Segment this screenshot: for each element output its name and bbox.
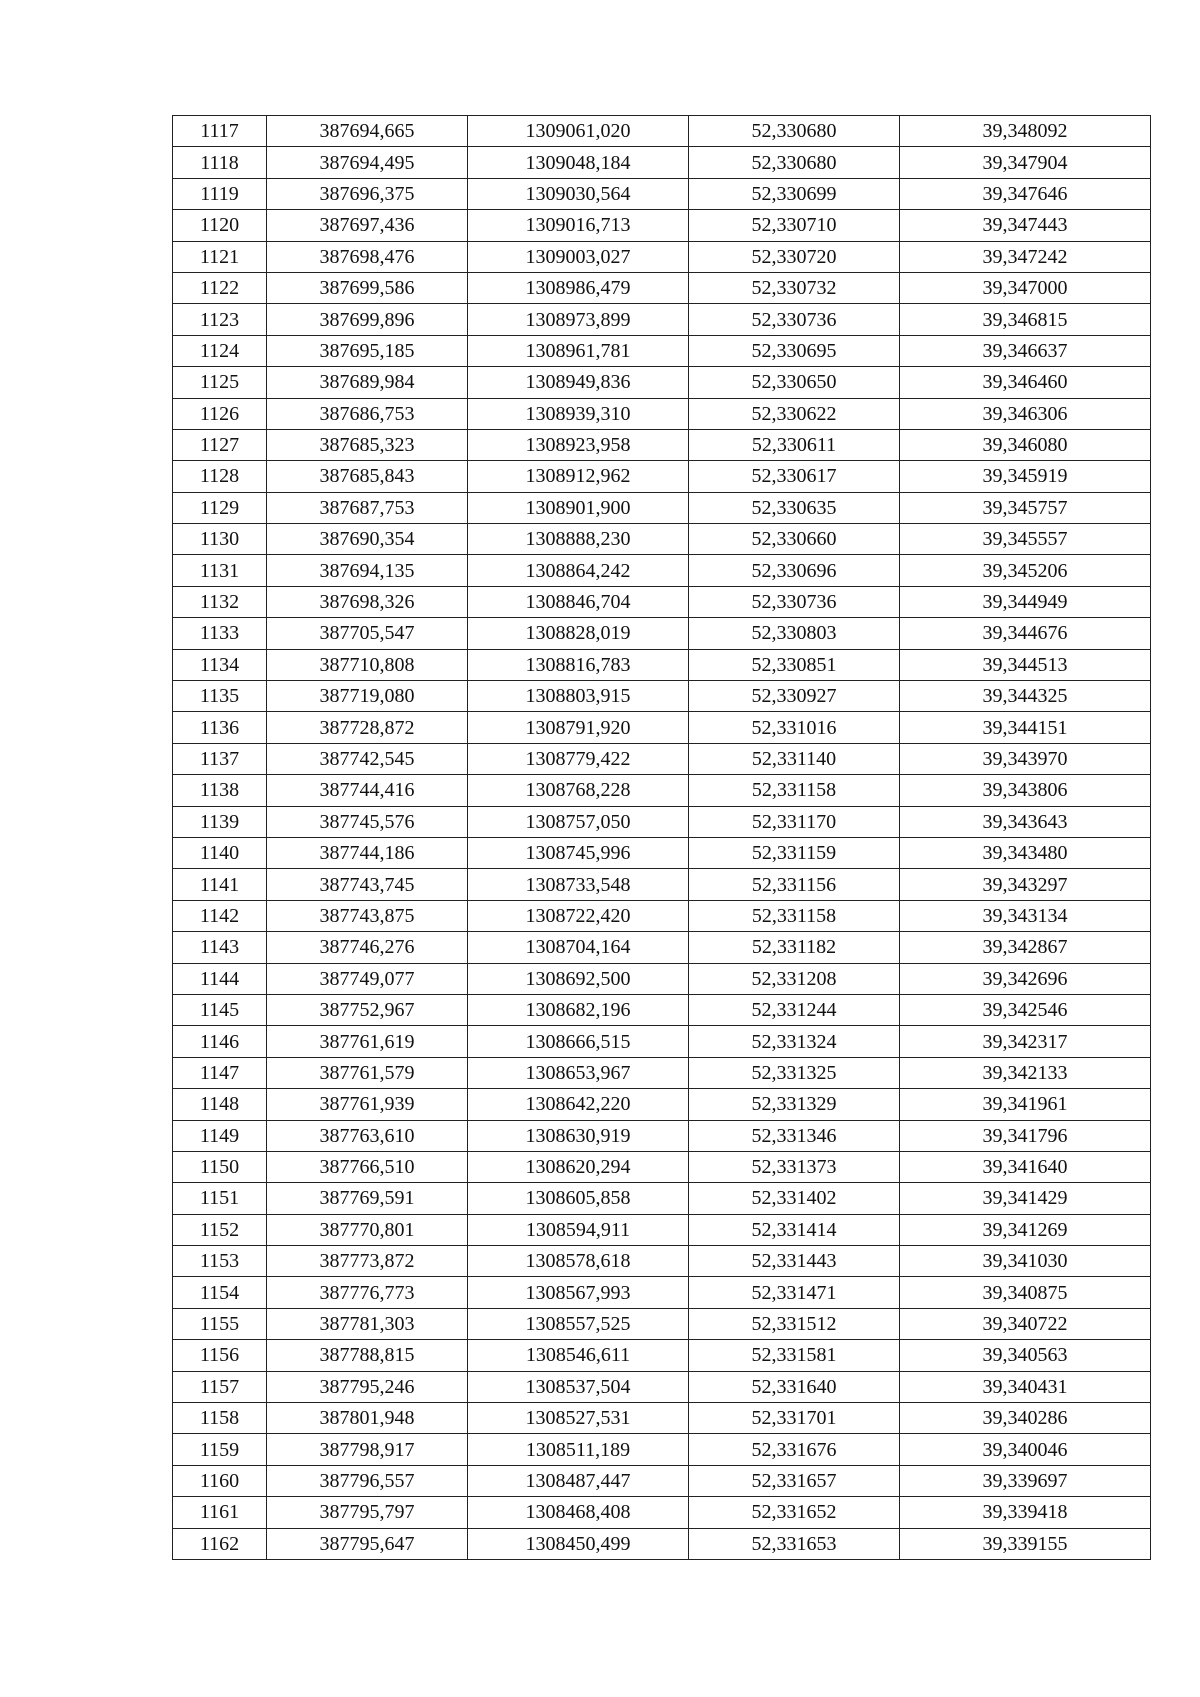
latitude-cell: 52,330680 [689, 147, 900, 178]
x-coordinate-cell: 387742,545 [267, 743, 468, 774]
point-number-cell: 1134 [173, 649, 267, 680]
table-row [173, 241, 1151, 272]
x-coordinate-cell: 387766,510 [267, 1151, 468, 1182]
x-coordinate-cell: 387781,303 [267, 1308, 468, 1339]
y-coordinate-cell: 1309003,027 [468, 241, 689, 272]
y-coordinate-cell: 1309016,713 [468, 210, 689, 241]
x-coordinate-cell: 387752,967 [267, 994, 468, 1025]
table-row [173, 272, 1151, 303]
table-row [173, 304, 1151, 335]
latitude-cell: 52,331158 [689, 775, 900, 806]
y-coordinate-cell: 1308768,228 [468, 775, 689, 806]
longitude-cell: 39,343643 [900, 806, 1151, 837]
longitude-cell: 39,342133 [900, 1057, 1151, 1088]
x-coordinate-cell: 387728,872 [267, 712, 468, 743]
point-number-cell: 1118 [173, 147, 267, 178]
point-number-cell: 1136 [173, 712, 267, 743]
table-row [173, 1026, 1151, 1057]
latitude-cell: 52,331016 [689, 712, 900, 743]
x-coordinate-cell: 387694,495 [267, 147, 468, 178]
point-number-cell: 1146 [173, 1026, 267, 1057]
y-coordinate-cell: 1308487,447 [468, 1465, 689, 1496]
table-row [173, 932, 1151, 963]
y-coordinate-cell: 1308816,783 [468, 649, 689, 680]
latitude-cell: 52,331701 [689, 1403, 900, 1434]
latitude-cell: 52,330851 [689, 649, 900, 680]
longitude-cell: 39,340286 [900, 1403, 1151, 1434]
x-coordinate-cell: 387788,815 [267, 1340, 468, 1371]
longitude-cell: 39,341961 [900, 1089, 1151, 1120]
table-row [173, 1497, 1151, 1528]
x-coordinate-cell: 387746,276 [267, 932, 468, 963]
point-number-cell: 1161 [173, 1497, 267, 1528]
point-number-cell: 1160 [173, 1465, 267, 1496]
table-row [173, 1528, 1151, 1559]
latitude-cell: 52,330699 [689, 178, 900, 209]
longitude-cell: 39,344949 [900, 586, 1151, 617]
longitude-cell: 39,340046 [900, 1434, 1151, 1465]
y-coordinate-cell: 1308846,704 [468, 586, 689, 617]
x-coordinate-cell: 387705,547 [267, 618, 468, 649]
x-coordinate-cell: 387690,354 [267, 524, 468, 555]
longitude-cell: 39,341269 [900, 1214, 1151, 1245]
longitude-cell: 39,342546 [900, 994, 1151, 1025]
longitude-cell: 39,340875 [900, 1277, 1151, 1308]
longitude-cell: 39,344513 [900, 649, 1151, 680]
latitude-cell: 52,330622 [689, 398, 900, 429]
longitude-cell: 39,339418 [900, 1497, 1151, 1528]
x-coordinate-cell: 387761,619 [267, 1026, 468, 1057]
y-coordinate-cell: 1308578,618 [468, 1246, 689, 1277]
y-coordinate-cell: 1308757,050 [468, 806, 689, 837]
latitude-cell: 52,331640 [689, 1371, 900, 1402]
table-row [173, 1277, 1151, 1308]
y-coordinate-cell: 1308642,220 [468, 1089, 689, 1120]
latitude-cell: 52,331414 [689, 1214, 900, 1245]
y-coordinate-cell: 1308923,958 [468, 429, 689, 460]
y-coordinate-cell: 1308949,836 [468, 367, 689, 398]
x-coordinate-cell: 387686,753 [267, 398, 468, 429]
latitude-cell: 52,331158 [689, 900, 900, 931]
coordinates-table [172, 115, 1151, 1560]
x-coordinate-cell: 387698,326 [267, 586, 468, 617]
longitude-cell: 39,345919 [900, 461, 1151, 492]
x-coordinate-cell: 387749,077 [267, 963, 468, 994]
table-row [173, 147, 1151, 178]
latitude-cell: 52,331156 [689, 869, 900, 900]
point-number-cell: 1153 [173, 1246, 267, 1277]
x-coordinate-cell: 387743,875 [267, 900, 468, 931]
table-row [173, 837, 1151, 868]
longitude-cell: 39,346080 [900, 429, 1151, 460]
latitude-cell: 52,331324 [689, 1026, 900, 1057]
table-row [173, 963, 1151, 994]
y-coordinate-cell: 1308745,996 [468, 837, 689, 868]
y-coordinate-cell: 1308567,993 [468, 1277, 689, 1308]
point-number-cell: 1152 [173, 1214, 267, 1245]
x-coordinate-cell: 387689,984 [267, 367, 468, 398]
point-number-cell: 1142 [173, 900, 267, 931]
longitude-cell: 39,342867 [900, 932, 1151, 963]
point-number-cell: 1149 [173, 1120, 267, 1151]
latitude-cell: 52,330803 [689, 618, 900, 649]
latitude-cell: 52,331244 [689, 994, 900, 1025]
latitude-cell: 52,331471 [689, 1277, 900, 1308]
x-coordinate-cell: 387697,436 [267, 210, 468, 241]
y-coordinate-cell: 1308828,019 [468, 618, 689, 649]
longitude-cell: 39,341030 [900, 1246, 1151, 1277]
latitude-cell: 52,331652 [689, 1497, 900, 1528]
point-number-cell: 1131 [173, 555, 267, 586]
longitude-cell: 39,347443 [900, 210, 1151, 241]
y-coordinate-cell: 1308733,548 [468, 869, 689, 900]
latitude-cell: 52,330927 [689, 681, 900, 712]
table-row [173, 1340, 1151, 1371]
x-coordinate-cell: 387719,080 [267, 681, 468, 712]
longitude-cell: 39,342317 [900, 1026, 1151, 1057]
latitude-cell: 52,330650 [689, 367, 900, 398]
x-coordinate-cell: 387698,476 [267, 241, 468, 272]
latitude-cell: 52,330732 [689, 272, 900, 303]
longitude-cell: 39,339697 [900, 1465, 1151, 1496]
table-row [173, 524, 1151, 555]
latitude-cell: 52,331443 [689, 1246, 900, 1277]
table-row [173, 712, 1151, 743]
y-coordinate-cell: 1309030,564 [468, 178, 689, 209]
y-coordinate-cell: 1308803,915 [468, 681, 689, 712]
longitude-cell: 39,343970 [900, 743, 1151, 774]
y-coordinate-cell: 1308722,420 [468, 900, 689, 931]
latitude-cell: 52,331208 [689, 963, 900, 994]
table-row [173, 1151, 1151, 1182]
point-number-cell: 1158 [173, 1403, 267, 1434]
latitude-cell: 52,330720 [689, 241, 900, 272]
y-coordinate-cell: 1308546,611 [468, 1340, 689, 1371]
y-coordinate-cell: 1308450,499 [468, 1528, 689, 1559]
latitude-cell: 52,331657 [689, 1465, 900, 1496]
table-row [173, 649, 1151, 680]
longitude-cell: 39,345757 [900, 492, 1151, 523]
longitude-cell: 39,341429 [900, 1183, 1151, 1214]
y-coordinate-cell: 1308973,899 [468, 304, 689, 335]
x-coordinate-cell: 387795,797 [267, 1497, 468, 1528]
table-row [173, 1183, 1151, 1214]
y-coordinate-cell: 1308901,900 [468, 492, 689, 523]
point-number-cell: 1141 [173, 869, 267, 900]
longitude-cell: 39,344676 [900, 618, 1151, 649]
longitude-cell: 39,346306 [900, 398, 1151, 429]
point-number-cell: 1127 [173, 429, 267, 460]
y-coordinate-cell: 1308653,967 [468, 1057, 689, 1088]
x-coordinate-cell: 387687,753 [267, 492, 468, 523]
point-number-cell: 1147 [173, 1057, 267, 1088]
x-coordinate-cell: 387695,185 [267, 335, 468, 366]
longitude-cell: 39,345206 [900, 555, 1151, 586]
table-row [173, 1120, 1151, 1151]
table-row [173, 335, 1151, 366]
longitude-cell: 39,343480 [900, 837, 1151, 868]
table-row [173, 1057, 1151, 1088]
longitude-cell: 39,342696 [900, 963, 1151, 994]
x-coordinate-cell: 387801,948 [267, 1403, 468, 1434]
latitude-cell: 52,330695 [689, 335, 900, 366]
x-coordinate-cell: 387776,773 [267, 1277, 468, 1308]
x-coordinate-cell: 387744,416 [267, 775, 468, 806]
x-coordinate-cell: 387798,917 [267, 1434, 468, 1465]
latitude-cell: 52,330710 [689, 210, 900, 241]
point-number-cell: 1129 [173, 492, 267, 523]
y-coordinate-cell: 1308557,525 [468, 1308, 689, 1339]
y-coordinate-cell: 1308779,422 [468, 743, 689, 774]
x-coordinate-cell: 387761,939 [267, 1089, 468, 1120]
longitude-cell: 39,347904 [900, 147, 1151, 178]
latitude-cell: 52,330736 [689, 586, 900, 617]
y-coordinate-cell: 1308666,515 [468, 1026, 689, 1057]
table-row [173, 367, 1151, 398]
latitude-cell: 52,331653 [689, 1528, 900, 1559]
latitude-cell: 52,331329 [689, 1089, 900, 1120]
table-row [173, 1214, 1151, 1245]
y-coordinate-cell: 1308682,196 [468, 994, 689, 1025]
x-coordinate-cell: 387769,591 [267, 1183, 468, 1214]
point-number-cell: 1120 [173, 210, 267, 241]
table-row [173, 994, 1151, 1025]
x-coordinate-cell: 387710,808 [267, 649, 468, 680]
point-number-cell: 1157 [173, 1371, 267, 1402]
y-coordinate-cell: 1308704,164 [468, 932, 689, 963]
point-number-cell: 1123 [173, 304, 267, 335]
point-number-cell: 1144 [173, 963, 267, 994]
x-coordinate-cell: 387795,647 [267, 1528, 468, 1559]
latitude-cell: 52,330617 [689, 461, 900, 492]
longitude-cell: 39,347646 [900, 178, 1151, 209]
y-coordinate-cell: 1308888,230 [468, 524, 689, 555]
table-row [173, 1246, 1151, 1277]
x-coordinate-cell: 387743,745 [267, 869, 468, 900]
point-number-cell: 1162 [173, 1528, 267, 1559]
point-number-cell: 1150 [173, 1151, 267, 1182]
point-number-cell: 1125 [173, 367, 267, 398]
table-row [173, 775, 1151, 806]
point-number-cell: 1122 [173, 272, 267, 303]
table-row [173, 681, 1151, 712]
table-row [173, 743, 1151, 774]
point-number-cell: 1137 [173, 743, 267, 774]
latitude-cell: 52,331676 [689, 1434, 900, 1465]
longitude-cell: 39,343297 [900, 869, 1151, 900]
longitude-cell: 39,347242 [900, 241, 1151, 272]
longitude-cell: 39,343134 [900, 900, 1151, 931]
table-row [173, 461, 1151, 492]
latitude-cell: 52,331512 [689, 1308, 900, 1339]
longitude-cell: 39,343806 [900, 775, 1151, 806]
point-number-cell: 1124 [173, 335, 267, 366]
y-coordinate-cell: 1308511,189 [468, 1434, 689, 1465]
longitude-cell: 39,340563 [900, 1340, 1151, 1371]
latitude-cell: 52,331182 [689, 932, 900, 963]
point-number-cell: 1121 [173, 241, 267, 272]
x-coordinate-cell: 387696,375 [267, 178, 468, 209]
y-coordinate-cell: 1308912,962 [468, 461, 689, 492]
point-number-cell: 1156 [173, 1340, 267, 1371]
longitude-cell: 39,340431 [900, 1371, 1151, 1402]
point-number-cell: 1138 [173, 775, 267, 806]
y-coordinate-cell: 1308620,294 [468, 1151, 689, 1182]
table-row [173, 116, 1151, 147]
table-row [173, 1434, 1151, 1465]
y-coordinate-cell: 1308468,408 [468, 1497, 689, 1528]
table-row [173, 492, 1151, 523]
point-number-cell: 1143 [173, 932, 267, 963]
coordinates-table-body [173, 116, 1151, 1560]
longitude-cell: 39,346460 [900, 367, 1151, 398]
longitude-cell: 39,340722 [900, 1308, 1151, 1339]
point-number-cell: 1133 [173, 618, 267, 649]
y-coordinate-cell: 1308864,242 [468, 555, 689, 586]
x-coordinate-cell: 387796,557 [267, 1465, 468, 1496]
x-coordinate-cell: 387763,610 [267, 1120, 468, 1151]
table-row [173, 398, 1151, 429]
point-number-cell: 1135 [173, 681, 267, 712]
table-row [173, 806, 1151, 837]
latitude-cell: 52,331170 [689, 806, 900, 837]
table-row [173, 429, 1151, 460]
longitude-cell: 39,344151 [900, 712, 1151, 743]
point-number-cell: 1154 [173, 1277, 267, 1308]
x-coordinate-cell: 387685,843 [267, 461, 468, 492]
table-row [173, 1465, 1151, 1496]
point-number-cell: 1126 [173, 398, 267, 429]
y-coordinate-cell: 1308939,310 [468, 398, 689, 429]
x-coordinate-cell: 387773,872 [267, 1246, 468, 1277]
x-coordinate-cell: 387770,801 [267, 1214, 468, 1245]
x-coordinate-cell: 387744,186 [267, 837, 468, 868]
y-coordinate-cell: 1308961,781 [468, 335, 689, 366]
latitude-cell: 52,331402 [689, 1183, 900, 1214]
y-coordinate-cell: 1308692,500 [468, 963, 689, 994]
table-row [173, 1308, 1151, 1339]
latitude-cell: 52,331140 [689, 743, 900, 774]
y-coordinate-cell: 1308594,911 [468, 1214, 689, 1245]
point-number-cell: 1119 [173, 178, 267, 209]
latitude-cell: 52,331373 [689, 1151, 900, 1182]
latitude-cell: 52,331346 [689, 1120, 900, 1151]
x-coordinate-cell: 387694,665 [267, 116, 468, 147]
point-number-cell: 1140 [173, 837, 267, 868]
point-number-cell: 1130 [173, 524, 267, 555]
table-row [173, 555, 1151, 586]
latitude-cell: 52,331325 [689, 1057, 900, 1088]
latitude-cell: 52,331159 [689, 837, 900, 868]
x-coordinate-cell: 387699,896 [267, 304, 468, 335]
point-number-cell: 1155 [173, 1308, 267, 1339]
y-coordinate-cell: 1308986,479 [468, 272, 689, 303]
latitude-cell: 52,330660 [689, 524, 900, 555]
longitude-cell: 39,347000 [900, 272, 1151, 303]
table-row [173, 900, 1151, 931]
longitude-cell: 39,346637 [900, 335, 1151, 366]
point-number-cell: 1139 [173, 806, 267, 837]
latitude-cell: 52,330680 [689, 116, 900, 147]
x-coordinate-cell: 387685,323 [267, 429, 468, 460]
table-row [173, 1371, 1151, 1402]
table-row [173, 1403, 1151, 1434]
y-coordinate-cell: 1308630,919 [468, 1120, 689, 1151]
point-number-cell: 1159 [173, 1434, 267, 1465]
x-coordinate-cell: 387795,246 [267, 1371, 468, 1402]
x-coordinate-cell: 387699,586 [267, 272, 468, 303]
table-row [173, 210, 1151, 241]
table-row [173, 618, 1151, 649]
longitude-cell: 39,341796 [900, 1120, 1151, 1151]
longitude-cell: 39,346815 [900, 304, 1151, 335]
y-coordinate-cell: 1308605,858 [468, 1183, 689, 1214]
longitude-cell: 39,344325 [900, 681, 1151, 712]
point-number-cell: 1117 [173, 116, 267, 147]
latitude-cell: 52,330696 [689, 555, 900, 586]
longitude-cell: 39,339155 [900, 1528, 1151, 1559]
table-row [173, 869, 1151, 900]
x-coordinate-cell: 387694,135 [267, 555, 468, 586]
y-coordinate-cell: 1308527,531 [468, 1403, 689, 1434]
latitude-cell: 52,330736 [689, 304, 900, 335]
point-number-cell: 1128 [173, 461, 267, 492]
y-coordinate-cell: 1309048,184 [468, 147, 689, 178]
point-number-cell: 1132 [173, 586, 267, 617]
table-row [173, 178, 1151, 209]
y-coordinate-cell: 1309061,020 [468, 116, 689, 147]
latitude-cell: 52,330635 [689, 492, 900, 523]
longitude-cell: 39,345557 [900, 524, 1151, 555]
latitude-cell: 52,331581 [689, 1340, 900, 1371]
table-row [173, 586, 1151, 617]
y-coordinate-cell: 1308791,920 [468, 712, 689, 743]
point-number-cell: 1151 [173, 1183, 267, 1214]
table-row [173, 1089, 1151, 1120]
x-coordinate-cell: 387761,579 [267, 1057, 468, 1088]
longitude-cell: 39,341640 [900, 1151, 1151, 1182]
latitude-cell: 52,330611 [689, 429, 900, 460]
x-coordinate-cell: 387745,576 [267, 806, 468, 837]
longitude-cell: 39,348092 [900, 116, 1151, 147]
y-coordinate-cell: 1308537,504 [468, 1371, 689, 1402]
point-number-cell: 1148 [173, 1089, 267, 1120]
point-number-cell: 1145 [173, 994, 267, 1025]
